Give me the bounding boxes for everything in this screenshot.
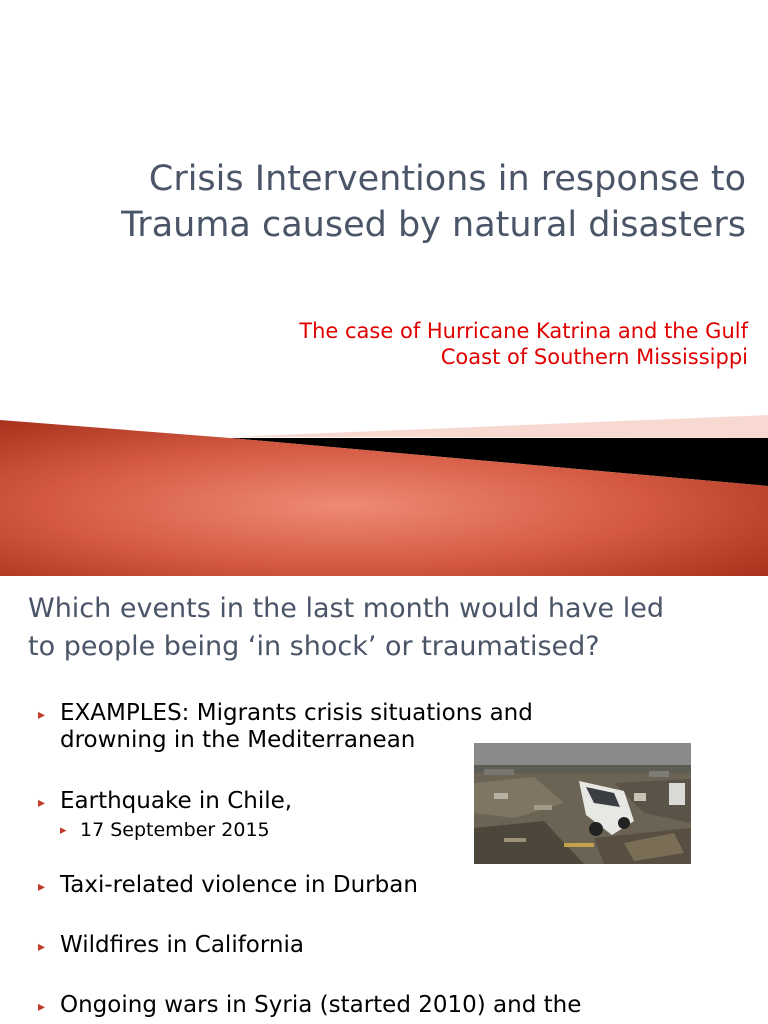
bullet-item [38, 992, 760, 1019]
slide-subtitle-line: The case of Hurricane Katrina and the Gulf [299, 319, 748, 343]
bullet-item [38, 932, 660, 959]
slide-title-line: Trauma caused by natural disasters [121, 205, 746, 245]
bullet-item [38, 872, 660, 899]
sub-bullet-text: 17 September 2015 [80, 819, 270, 841]
slide-title-line: Crisis Interventions in response to [148, 159, 746, 199]
sub-bullet-arrow-icon: ▸ [60, 823, 67, 838]
sub-bullet-item [60, 817, 480, 843]
band-light-stripe [230, 415, 768, 438]
bullet-arrow-icon: ▸ [38, 879, 46, 895]
content-slide [0, 576, 768, 1024]
photo-illustration [474, 743, 691, 864]
bullet-text-line: EXAMPLES: Migrants crisis situations and [60, 700, 533, 726]
bullet-text-line: Earthquake in Chile, [60, 788, 293, 814]
bullet-text-line: Wildfires in California [60, 932, 304, 958]
bullet-text-line: drowning in the Mediterranean [60, 727, 416, 753]
slide-subtitle-line: Coast of Southern Mississippi [440, 345, 748, 369]
bullet-arrow-icon: ▸ [38, 707, 46, 723]
slide-title [28, 590, 758, 666]
slide-title-line: Which events in the last month would have led [28, 593, 665, 624]
slide-title-line: to people being ‘in shock’ or traumatised? [28, 631, 600, 662]
disaster-debris-photo [474, 743, 691, 864]
bullet-item [38, 788, 480, 843]
bullet-arrow-icon: ▸ [38, 999, 46, 1015]
bullet-arrow-icon: ▸ [38, 939, 46, 955]
bullet-text-line: Ongoing wars in Syria (started 2010) and the [60, 992, 582, 1018]
bullet-arrow-icon: ▸ [38, 795, 46, 811]
bullet-text-line: Taxi-related violence in Durban [60, 872, 418, 898]
